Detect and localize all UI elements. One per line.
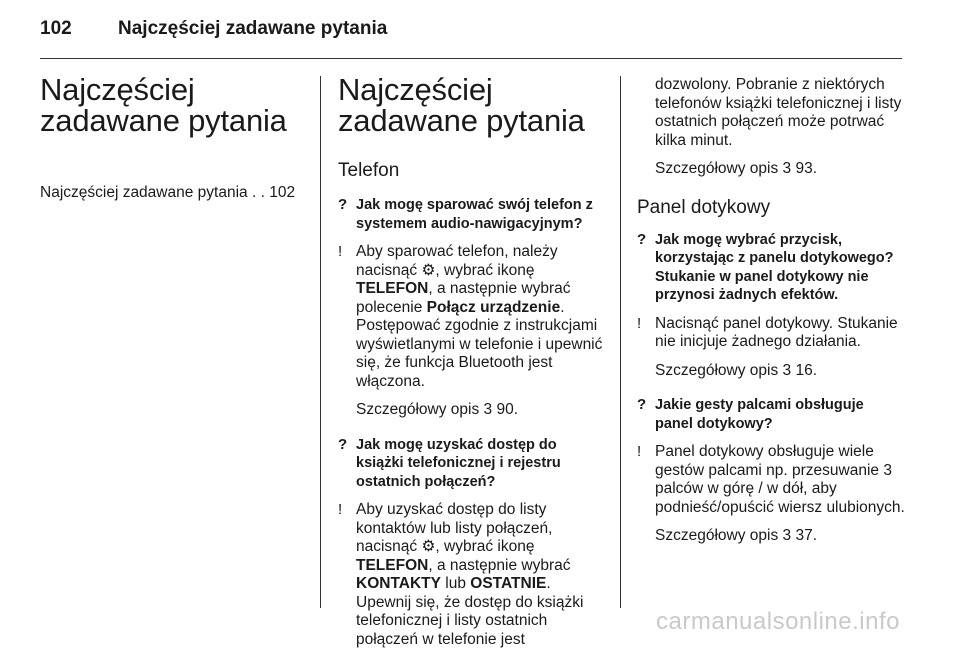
column-contents [40,66,310,202]
toc-dots: . . [247,184,270,201]
arrow-icon: 3 [782,361,792,379]
reference-link[interactable]: Szczegółowy opis 3 16. [655,361,817,379]
exclamation-icon: ! [637,443,642,460]
page-number: 102 [40,18,72,39]
question-icon: ? [338,435,348,453]
question-icon: ? [637,396,647,413]
question-pairing [338,196,606,233]
running-header-title: Najczęściej zadawane pytania [118,18,388,39]
question-text: Jak mogę sparować swój telefon z systemem audio-nawigacyjnym? [356,197,593,232]
chapter-heading: Najczęściej zadawane pytania [40,72,287,138]
question-text: Jakie gesty palcami obsługuje panel dotykowy? [655,397,864,432]
column-divider-1 [320,76,321,608]
toc-label: Najczęściej zadawane pytania [40,184,248,201]
subsection-heading-panel: Panel dotykowy [637,196,771,218]
exclamation-icon: ! [338,243,343,260]
answer-text: Aby sparować telefon, należy nacisnąć ⚙, wybrać ikonę TELEFON, a następnie wybrać polecenie Połącz urządzenie. Postępować zgodnie z instrukcjami wyświetlanymi w telefonie i upewnić się, że funkcja Bluetooth jest włączona. [356,243,603,390]
arrow-icon: 3 [782,527,792,544]
reference-link[interactable]: Szczegółowy opis 3 37. [655,527,817,544]
reference-link[interactable]: Szczegółowy opis 3 93. [655,160,817,177]
question-text: Jak mogę wybrać przycisk, korzystając z panelu dotykowego? Stukanie w panel dotykowy nie przynosi żadnych efektów. [655,231,894,303]
continued-answer-text: dozwolony. Pobranie z niektórych telefonów książki telefonicznej i listy ostatnich połączeń może potrwać kilka minut. [655,76,902,149]
column-panel [637,76,905,562]
question-text: Jak mogę uzyskać dostęp do książki telefonicznej i rejestru ostatnich połączeń? [356,436,561,490]
question-touchpad-gestures [637,396,905,433]
answer-text: Nacisnąć panel dotykowy. Stukanie nie inicjuje żadnego działania. [655,314,898,350]
answer-text: Aby uzyskać dostęp do listy kontaktów lub listy połączeń, nacisnąć ⚙, wybrać ikonę TELEFON, a następnie wybrać KONTAKTY lub OSTATNIE. Upewnij się, że dostęp do książki telefonicznej i listy ostatnich połączeń w telefonie jest [356,501,584,648]
question-icon: ? [637,230,647,248]
answer-touchpad-gestures [637,443,905,517]
question-touchpad-select [637,231,905,305]
question-phonebook [338,436,606,492]
answer-touchpad-select [637,315,905,352]
header-divider [40,58,902,59]
exclamation-icon: ! [637,314,642,332]
arrow-icon: 3 [782,160,792,177]
arrow-icon: 3 [483,401,493,418]
answer-pairing [338,243,606,391]
section-heading: Najczęściej zadawane pytania [338,72,585,138]
answer-text: Panel dotykowy obsługuje wiele gestów palcami np. przesuwanie 3 palców w górę / w dół, aby podnieść/opuścić wiersz ulubionych. [655,443,905,516]
toc-page: 102 [269,184,296,201]
column-telefon [338,66,606,659]
settings-icon: ⚙ [421,538,436,555]
subsection-heading-telefon: Telefon [338,160,400,181]
reference-link[interactable]: Szczegółowy opis 3 90. [356,401,518,418]
settings-icon: ⚙ [421,261,436,279]
column-divider-2 [620,76,621,608]
question-icon: ? [338,196,348,213]
answer-phonebook [338,501,606,649]
exclamation-icon: ! [338,501,343,518]
watermark: carmanualsonline.info [656,608,900,635]
toc-entry[interactable] [40,184,310,202]
